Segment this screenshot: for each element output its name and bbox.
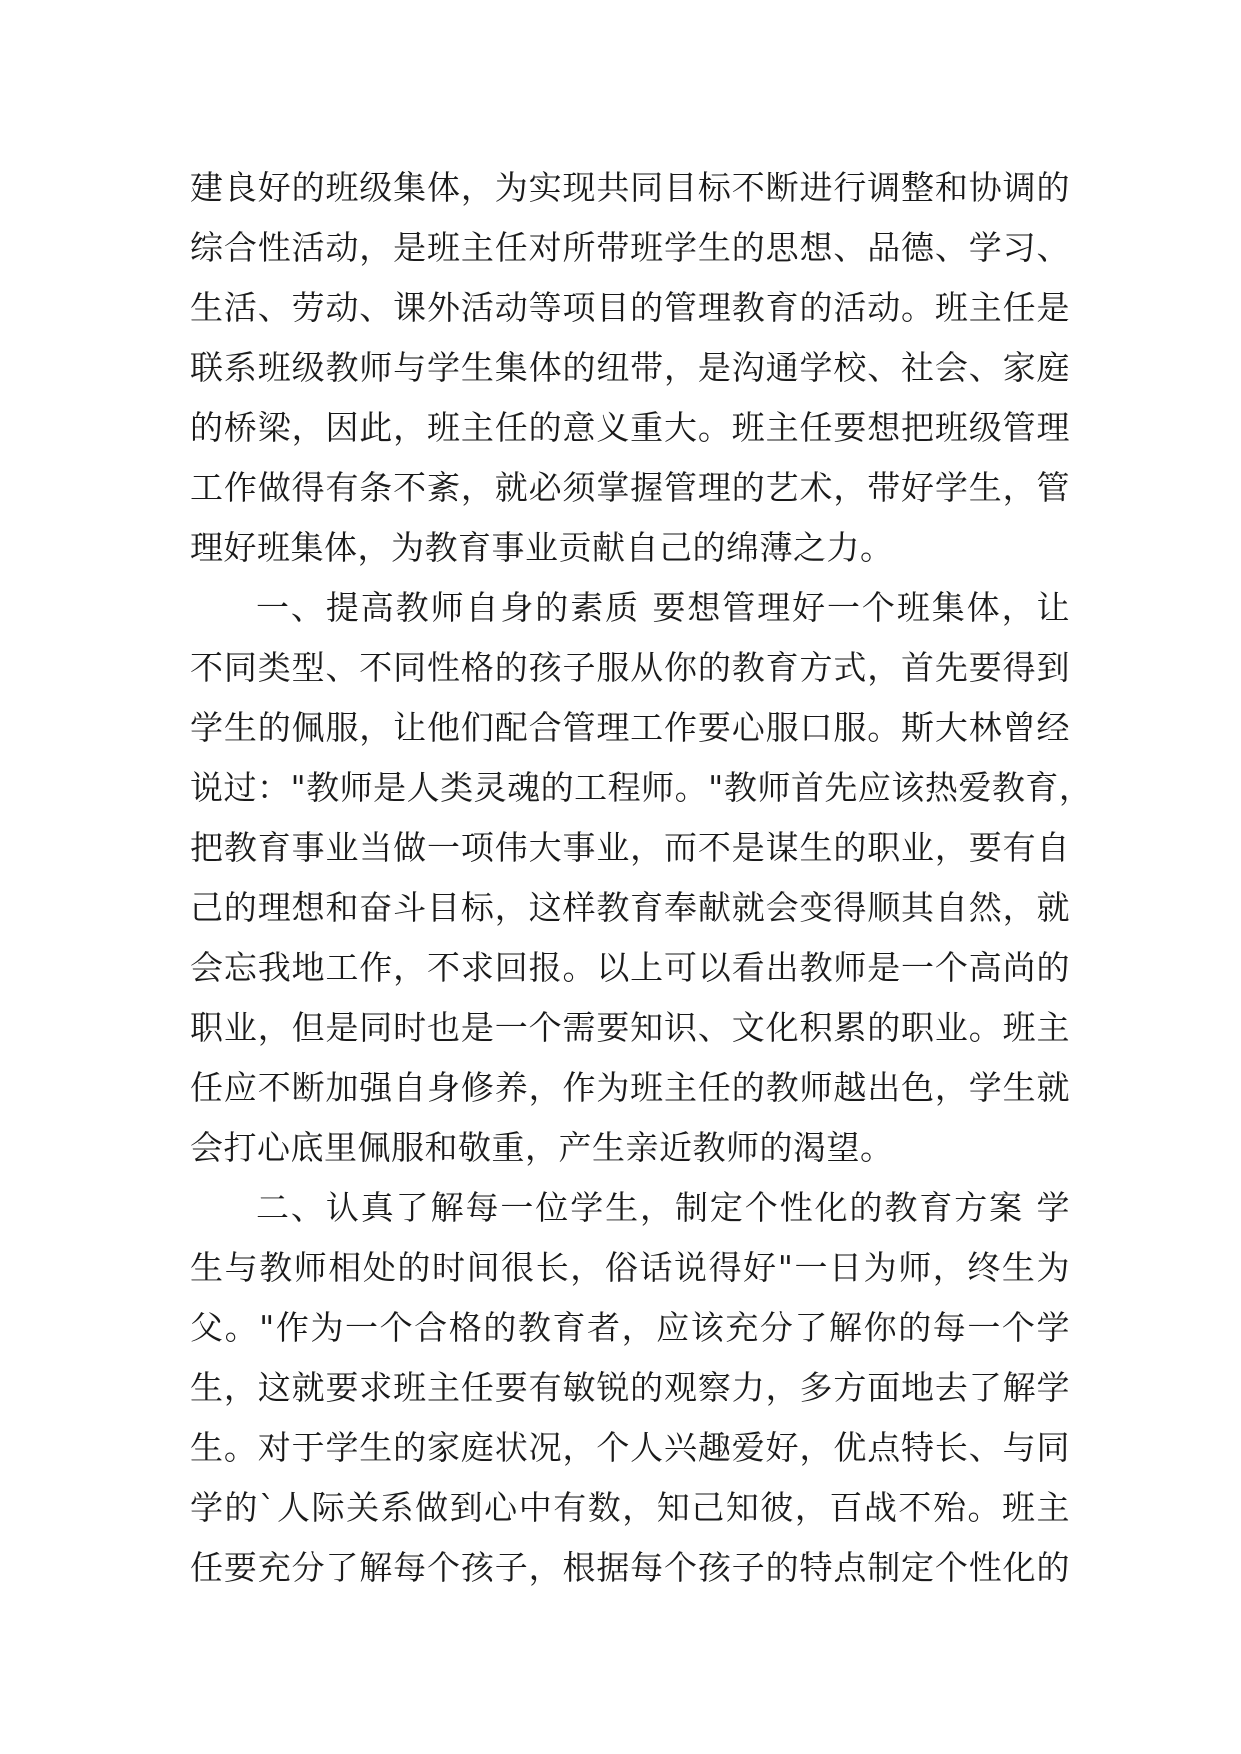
text-line: 父。"作为一个合格的教育者，应该充分了解你的每一个学 — [190, 1308, 1070, 1347]
text-line: 把教育事业当做一项伟大事业，而不是谋生的职业，要有自 — [190, 828, 1070, 867]
text-line: 生与教师相处的时间很长，俗话说得好"一日为师，终生为 — [190, 1248, 1070, 1287]
text-line: 工作做得有条不紊，就必须掌握管理的艺术，带好学生，管 — [190, 468, 1070, 507]
text-line: 职业，但是同时也是一个需要知识、文化积累的职业。班主 — [190, 1008, 1070, 1047]
text-line: 不同类型、不同性格的孩子服从你的教育方式，首先要得到 — [190, 648, 1070, 687]
text-line: 联系班级教师与学生集体的纽带，是沟通学校、社会、家庭 — [190, 348, 1070, 387]
text-line: 生，这就要求班主任要有敏锐的观察力，多方面地去了解学 — [190, 1368, 1070, 1407]
paragraph-intro — [190, 158, 1070, 578]
text-line: 理好班集体，为教育事业贡献自己的绵薄之力。 — [190, 528, 894, 567]
section-heading-line: 一、提高教师自身的素质 要想管理好一个班集体，让 — [256, 588, 1070, 627]
text-line: 会忘我地工作，不求回报。以上可以看出教师是一个高尚的 — [190, 948, 1070, 987]
section-heading-line: 二、认真了解每一位学生，制定个性化的教育方案 学 — [256, 1188, 1070, 1227]
paragraph-section-1 — [190, 578, 1093, 1178]
text-line: 己的理想和奋斗目标，这样教育奉献就会变得顺其自然，就 — [190, 888, 1070, 927]
text-line: 生活、劳动、课外活动等项目的管理教育的活动。班主任是 — [190, 288, 1070, 327]
text-line: 建良好的班级集体，为实现共同目标不断进行调整和协调的 — [190, 168, 1070, 207]
text-line: 的桥梁，因此，班主任的意义重大。班主任要想把班级管理 — [190, 408, 1070, 447]
text-line: 会打心底里佩服和敬重，产生亲近教师的渴望。 — [190, 1128, 894, 1167]
text-line: 任应不断加强自身修养，作为班主任的教师越出色，学生就 — [190, 1068, 1070, 1107]
text-line: 任要充分了解每个孩子，根据每个孩子的特点制定个性化的 — [190, 1548, 1070, 1587]
text-line: 学生的佩服，让他们配合管理工作要心服口服。斯大林曾经 — [190, 708, 1070, 747]
text-line: 生。对于学生的家庭状况，个人兴趣爱好，优点特长、与同 — [190, 1428, 1070, 1467]
document-body — [190, 158, 1093, 1598]
paragraph-section-2 — [190, 1178, 1070, 1598]
text-line: 学的`人际关系做到心中有数，知己知彼，百战不殆。班主 — [190, 1488, 1070, 1527]
text-line: 说过："教师是人类灵魂的工程师。"教师首先应该热爱教育， — [190, 768, 1093, 807]
text-line: 综合性活动，是班主任对所带班学生的思想、品德、学习、 — [190, 228, 1070, 267]
